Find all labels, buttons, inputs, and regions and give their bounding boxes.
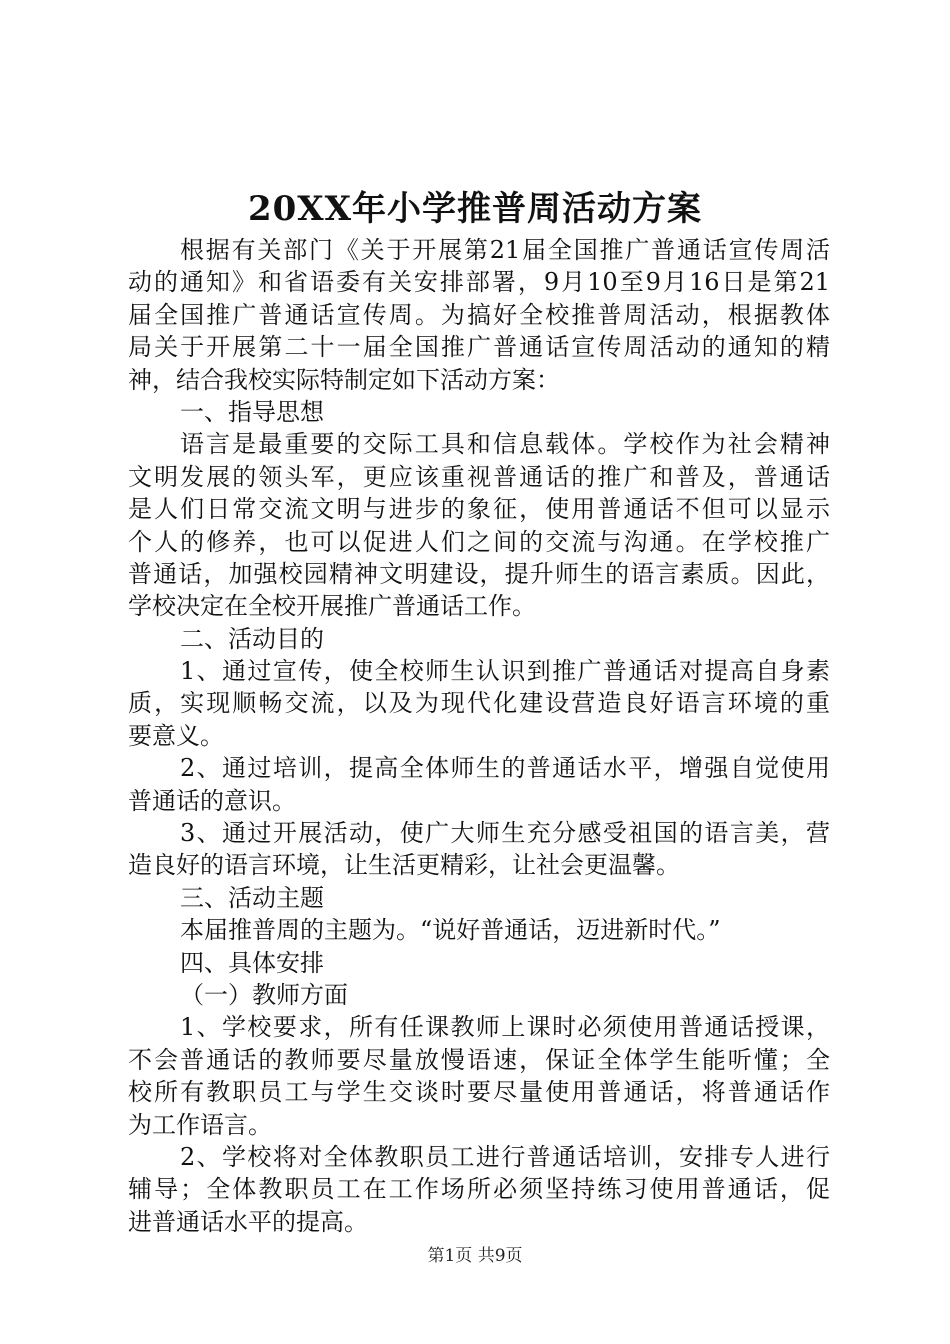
text-line: 动的通知》和省语委有关安排部署，9月10至9月16日是第21: [128, 268, 830, 297]
text-line: 神，结合我校实际特制定如下活动方案：: [128, 365, 560, 394]
text-line: 进普通话水平的提高。: [128, 1207, 368, 1236]
text-line: 语言是最重要的交际工具和信息载体。学校作为社会精神: [180, 430, 830, 459]
text-line: 四、具体安排: [180, 948, 324, 977]
text-line: 三、活动主题: [180, 883, 324, 912]
text-line: 2、学校将对全体教职员工进行普通话培训，安排专人进行: [180, 1142, 830, 1171]
text-line: 为工作语言。: [128, 1110, 272, 1139]
text-line: 本届推普周的主题为。“说好普通话，迈进新时代。”: [180, 916, 721, 945]
text-line: 个人的修养，也可以促进人们之间的交流与沟通。在学校推广: [128, 527, 830, 556]
text-line: （一）教师方面: [180, 980, 348, 1009]
text-line: 是人们日常交流文明与进步的象征，使用普通话不但可以显示: [128, 495, 830, 524]
text-line: 文明发展的领头军，更应该重视普通话的推广和普及，普通话: [128, 462, 830, 491]
text-line: 二、活动目的: [180, 624, 324, 653]
text-line: 质，实现顺畅交流，以及为现代化建设营造良好语言环境的重: [128, 689, 830, 718]
document-title: 20XX年小学推普周活动方案: [247, 189, 703, 229]
text-line: 3、通过开展活动，使广大师生充分感受祖国的语言美，营: [180, 819, 830, 848]
text-line: 要意义。: [128, 721, 224, 750]
text-line: 1、通过宣传，使全校师生认识到推广普通话对提高自身素: [180, 657, 830, 686]
text-line: 1、学校要求，所有任课教师上课时必须使用普通话授课，: [180, 1013, 830, 1042]
text-line: 局关于开展第二十一届全国推广普通话宣传周活动的通知的精: [128, 333, 830, 362]
text-line: 造良好的语言环境，让生活更精彩，让社会更温馨。: [128, 851, 680, 880]
text-line: 校所有教职员工与学生交谈时要尽量使用普通话，将普通话作: [128, 1078, 830, 1107]
text-line: 学校决定在全校开展推广普通话工作。: [128, 592, 536, 621]
text-line: 普通话的意识。: [128, 786, 296, 815]
text-line: 辅导；全体教职员工在工作场所必须坚持练习使用普通话，促: [128, 1175, 830, 1204]
text-line: 2、通过培训，提高全体师生的普通话水平，增强自觉使用: [180, 754, 830, 783]
text-line: 根据有关部门《关于开展第21届全国推广普通话宣传周活: [180, 236, 830, 264]
text-line: 普通话，加强校园精神文明建设，提升师生的语言素质。因此，: [128, 559, 830, 588]
page-footer: 第1页 共9页: [427, 1246, 523, 1266]
text-line: 一、指导思想: [180, 397, 324, 426]
document-body: [128, 234, 830, 1238]
text-line: 不会普通话的教师要尽量放慢语速，保证全体学生能听懂；全: [128, 1045, 830, 1074]
text-line: 届全国推广普通话宣传周。为搞好全校推普周活动，根据教体: [128, 300, 830, 329]
